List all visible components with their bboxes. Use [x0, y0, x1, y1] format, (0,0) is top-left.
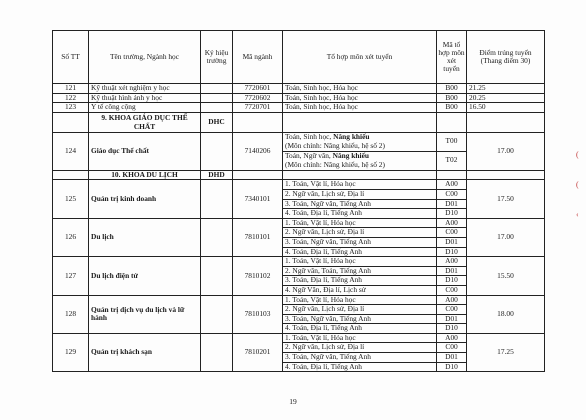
- cell-combo-code: A00: [437, 333, 467, 343]
- cell-major: 7720701: [233, 103, 283, 113]
- cell-combo: 4. Toán, Địa lí, Tiếng Anh: [283, 209, 437, 219]
- cell-score: 20.25: [467, 93, 545, 103]
- cell-combo: 3. Toán, Ngữ văn, Tiếng Anh: [283, 314, 437, 324]
- cell-stt: 128: [53, 295, 89, 333]
- table-row: [53, 295, 545, 305]
- header-name: Tên trường, Ngành học: [89, 31, 201, 84]
- cell-empty: [467, 170, 545, 180]
- table-row: [53, 93, 545, 103]
- cell-combo-code: T00: [437, 132, 467, 151]
- cell-empty: [283, 112, 437, 132]
- cell-combo-code: A00: [437, 257, 467, 267]
- cell-empty: [53, 112, 89, 132]
- cell-combo: 3. Toán, Ngữ văn, Tiếng Anh: [283, 353, 437, 363]
- cell-score: 17.00: [467, 218, 545, 256]
- margin-handwriting: ( ( ‹: [576, 150, 579, 219]
- section-row: [53, 170, 545, 180]
- cell-combo-code: C00: [437, 343, 467, 353]
- cell-code: [201, 333, 233, 371]
- cell-stt: 125: [53, 180, 89, 218]
- cell-combo: 4. Ngữ Văn, Địa lí, Lịch sử: [283, 285, 437, 295]
- cell-score: 21.25: [467, 84, 545, 94]
- cell-combo: 2. Ngữ văn, Lịch sử, Địa lí: [283, 189, 437, 199]
- cell-stt: 121: [53, 84, 89, 94]
- cell-combo-code: D01: [437, 237, 467, 247]
- cell-empty: [283, 170, 437, 180]
- cell-name: Du lịch: [89, 218, 201, 256]
- header-major-code: Mã ngành: [233, 31, 283, 84]
- cell-combo-code: C00: [437, 285, 467, 295]
- cell-code: [201, 84, 233, 94]
- combo-text: Toán, Ngữ văn,: [285, 151, 333, 161]
- cell-major: 7810201: [233, 333, 283, 371]
- section-title: 9. KHOA GIÁO DỤC THỂ CHẤT: [89, 112, 201, 132]
- cell-combo-code: A00: [437, 180, 467, 190]
- cell-code: [201, 257, 233, 295]
- cell-combo-code: C00: [437, 305, 467, 315]
- table-row: [53, 180, 545, 190]
- cell-name: Kỹ thuật hình ảnh y học: [89, 93, 201, 103]
- cell-combo: 2. Ngữ văn, Toán, Tiếng Anh: [283, 266, 437, 276]
- cell-score: 15.50: [467, 257, 545, 295]
- section-title: 10. KHOA DU LỊCH: [89, 170, 201, 180]
- cell-stt: 126: [53, 218, 89, 256]
- cell-empty: [437, 112, 467, 132]
- combo-bold: Năng khiếu: [332, 151, 369, 161]
- cell-empty: [437, 170, 467, 180]
- cell-stt: 124: [53, 132, 89, 170]
- cell-combo-code: B00: [437, 84, 467, 94]
- cell-combo: Toán, Sinh học, Hóa học: [283, 93, 437, 103]
- cell-combo: 1. Toán, Vật lí, Hóa học: [283, 295, 437, 305]
- cell-empty: [233, 112, 283, 132]
- cell-combo: 2. Ngữ văn, Lịch sử, Địa lí: [283, 343, 437, 353]
- cell-name: Y tế công cộng: [89, 103, 201, 113]
- cell-combo-code: D10: [437, 209, 467, 219]
- cell-major: 7810102: [233, 257, 283, 295]
- table-row: [53, 218, 545, 228]
- cell-combo-code: D10: [437, 362, 467, 372]
- cell-name: Quản trị khách sạn: [89, 333, 201, 371]
- cell-combo-code: D10: [437, 247, 467, 257]
- cell-combo: 1. Toán, Vật lí, Hóa học: [283, 180, 437, 190]
- admission-scores-table: [52, 30, 545, 372]
- cell-combo: 3. Toán, Địa lí, Tiếng Anh: [283, 276, 437, 286]
- cell-combo-code: D01: [437, 353, 467, 363]
- cell-name: Quản trị kinh doanh: [89, 180, 201, 218]
- combo-text: Toán, Sinh học,: [285, 132, 334, 142]
- cell-combo-code: B00: [437, 103, 467, 113]
- header-combo: Tổ hợp môn xét tuyển: [283, 31, 437, 84]
- table-row: [53, 257, 545, 267]
- cell-code: [201, 295, 233, 333]
- table-row: [53, 333, 545, 343]
- cell-code: [201, 132, 233, 170]
- table-row: [53, 84, 545, 94]
- cell-combo: 4. Toán, Địa lí, Tiếng Anh: [283, 362, 437, 372]
- cell-combo: Toán, Sinh học, Hóa học: [283, 103, 437, 113]
- cell-empty: [467, 112, 545, 132]
- cell-score: 17.50: [467, 180, 545, 218]
- cell-combo: [283, 132, 437, 151]
- cell-score: 17.25: [467, 333, 545, 371]
- cell-code: [201, 180, 233, 218]
- table-header-row: [53, 31, 545, 84]
- cell-combo: 1. Toán, Vật lí, Hóa học: [283, 333, 437, 343]
- cell-major: 7340101: [233, 180, 283, 218]
- cell-combo-code: B00: [437, 93, 467, 103]
- cell-major: 7140206: [233, 132, 283, 170]
- cell-combo: [283, 151, 437, 170]
- section-row: [53, 112, 545, 132]
- cell-name: Kỹ thuật xét nghiệm y học: [89, 84, 201, 94]
- cell-score: 16.50: [467, 103, 545, 113]
- cell-code: [201, 218, 233, 256]
- cell-major: 7810101: [233, 218, 283, 256]
- cell-major: 7720601: [233, 84, 283, 94]
- cell-combo-code: D01: [437, 266, 467, 276]
- cell-combo-code: C00: [437, 189, 467, 199]
- page-number: 19: [289, 397, 297, 406]
- cell-combo: 3. Toán, Ngữ văn, Tiếng Anh: [283, 199, 437, 209]
- cell-combo-code: D10: [437, 324, 467, 334]
- combo-note: (Môn chính: Năng khiếu, hệ số 2): [285, 159, 385, 169]
- combo-bold: Năng khiếu: [333, 132, 370, 142]
- cell-empty: [53, 170, 89, 180]
- cell-combo-code: A00: [437, 295, 467, 305]
- cell-combo-code: D01: [437, 314, 467, 324]
- cell-combo: 2. Ngữ văn, Lịch sử, Địa lí: [283, 305, 437, 315]
- cell-empty: [233, 170, 283, 180]
- cell-combo: 1. Toán, Vật lí, Hóa học: [283, 218, 437, 228]
- cell-name: Du lịch điện tử: [89, 257, 201, 295]
- cell-stt: 123: [53, 103, 89, 113]
- cell-stt: 122: [53, 93, 89, 103]
- combo-note: (Môn chính: Năng khiếu, hệ số 2): [285, 140, 385, 150]
- cell-major: 7720602: [233, 93, 283, 103]
- section-code: DHD: [201, 170, 233, 180]
- header-combo-code: Mã tổ hợp môn xét tuyển: [437, 31, 467, 84]
- cell-combo-code: D01: [437, 199, 467, 209]
- cell-combo-code: T02: [437, 151, 467, 170]
- header-school-code: Ký hiệu trường: [201, 31, 233, 84]
- cell-combo-code: A00: [437, 218, 467, 228]
- cell-combo: 2. Ngữ văn, Lịch sử, Địa lí: [283, 228, 437, 238]
- cell-score: 18.00: [467, 295, 545, 333]
- cell-code: [201, 103, 233, 113]
- cell-combo-code: C00: [437, 228, 467, 238]
- cell-combo-code: D10: [437, 276, 467, 286]
- cell-name: Quản trị dịch vụ du lịch và lữ hành: [89, 295, 201, 333]
- table-row: [53, 103, 545, 113]
- table-row: [53, 132, 545, 151]
- cell-stt: 129: [53, 333, 89, 371]
- cell-combo: 3. Toán, Ngữ văn, Tiếng Anh: [283, 237, 437, 247]
- header-stt: Số TT: [53, 31, 89, 84]
- cell-major: 7810103: [233, 295, 283, 333]
- header-score: Điểm trúng tuyển (Thang điểm 30): [467, 31, 545, 84]
- cell-combo: 4. Toán, Địa lí, Tiếng Anh: [283, 247, 437, 257]
- section-code: DHC: [201, 112, 233, 132]
- cell-combo: 1. Toán, Vật lí, Hóa học: [283, 257, 437, 267]
- cell-combo: 4. Toán, Địa lí, Tiếng Anh: [283, 324, 437, 334]
- cell-combo: Toán, Sinh học, Hóa học: [283, 84, 437, 94]
- cell-score: 17.00: [467, 132, 545, 170]
- cell-name: Giáo dục Thể chất: [89, 132, 201, 170]
- cell-stt: 127: [53, 257, 89, 295]
- cell-code: [201, 93, 233, 103]
